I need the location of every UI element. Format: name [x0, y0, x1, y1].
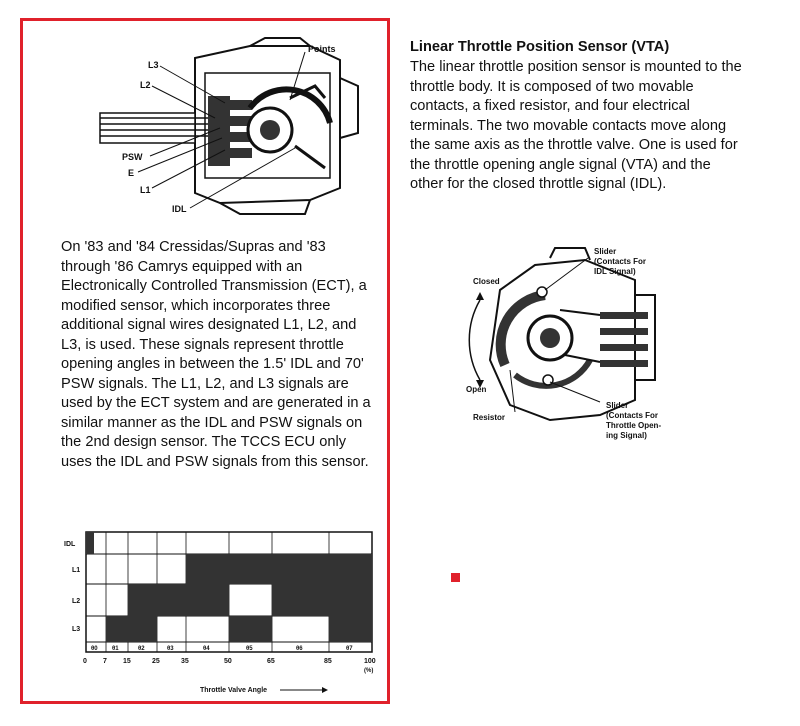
- label-psw: PSW: [122, 152, 143, 162]
- tick-15: 15: [123, 658, 131, 665]
- segment-theta7: θ7: [346, 646, 353, 652]
- vta-title: Linear Throttle Position Sensor (VTA): [410, 39, 670, 55]
- tick-65: 65: [267, 658, 275, 665]
- label-closed: Closed: [473, 277, 500, 286]
- ect-sensor-description: On '83 and '84 Cressidas/Supras and '83 through '86 Camrys equipped with an Electronically Controlled Transmission (ECT), a modified sensor, which incorporates three additional signal wires designated L1, L2, and L3, is used. These signals represent throttle opening angles in between the 1.5' IDL and 70' PSW signals. The L1, L2, and L3 signals are used by the ECT system and are generated in a similar manner as the IDL and PSW signals on the 2nd design sensor. The TCCS ECU only uses the IDL and PSW signals from this sensor.: [61, 239, 371, 470]
- idl-on-bar: [86, 532, 94, 554]
- label-idl: IDL: [172, 204, 187, 214]
- label-resistor: Resistor: [473, 413, 506, 422]
- segment-theta0: θ0: [91, 646, 98, 652]
- l2-on-bar-2: [272, 584, 372, 616]
- row-label-l2: L2: [72, 598, 81, 605]
- l3-on-bar-1: [106, 616, 157, 642]
- throttle-angle-signal-chart: [60, 528, 390, 700]
- segment-theta3: θ3: [167, 646, 174, 652]
- tick-0: 0: [83, 658, 87, 665]
- label-open: Open: [466, 385, 487, 394]
- linear-tps-diagram: [460, 240, 700, 460]
- vta-description: The linear throttle position sensor is mounted to the throttle body. It is composed of two movable contacts, a fixed resistor, and four electrical terminals. The two movable contacts move along the same axis as the throttle valve. One is used for the throttle opening angle signal (VTA) and the other for the closed throttle signal (IDL).: [410, 59, 742, 192]
- l3-on-bar-2: [229, 616, 272, 642]
- segment-theta4: θ4: [203, 646, 210, 652]
- row-label-l3: L3: [72, 626, 81, 633]
- red-marker: [451, 573, 460, 582]
- segment-theta6: θ6: [296, 646, 303, 652]
- l2-on-bar-1: [128, 584, 229, 616]
- l1-on-bar: [186, 554, 372, 584]
- label-e: E: [128, 168, 135, 178]
- label-l3: L3: [148, 60, 159, 70]
- row-label-l1: L1: [72, 567, 81, 574]
- segment-theta2: θ2: [138, 646, 145, 652]
- label-slider-throttle: Slider (Contacts For Throttle Open- ing Signal): [606, 401, 662, 440]
- segment-theta1: θ1: [112, 646, 119, 652]
- l3-on-bar-3: [329, 616, 372, 642]
- tick-100: 100: [364, 658, 376, 665]
- throttle-switch-diagram: [100, 38, 380, 218]
- tick-25: 25: [152, 658, 160, 665]
- tick-35: 35: [181, 658, 189, 665]
- tick-7: 7: [103, 658, 107, 665]
- segment-theta5: θ5: [246, 646, 253, 652]
- tick-unit: (%): [364, 668, 374, 674]
- label-slider-idl: Slider (Contacts For IDL Signal): [594, 247, 646, 276]
- label-points: Points: [308, 44, 336, 54]
- tick-85: 85: [324, 658, 332, 665]
- tick-50: 50: [224, 658, 232, 665]
- label-l1: L1: [140, 185, 151, 195]
- x-axis-label: Throttle Valve Angle: [200, 687, 268, 694]
- row-label-idl: IDL: [64, 541, 76, 548]
- label-l2: L2: [140, 80, 151, 90]
